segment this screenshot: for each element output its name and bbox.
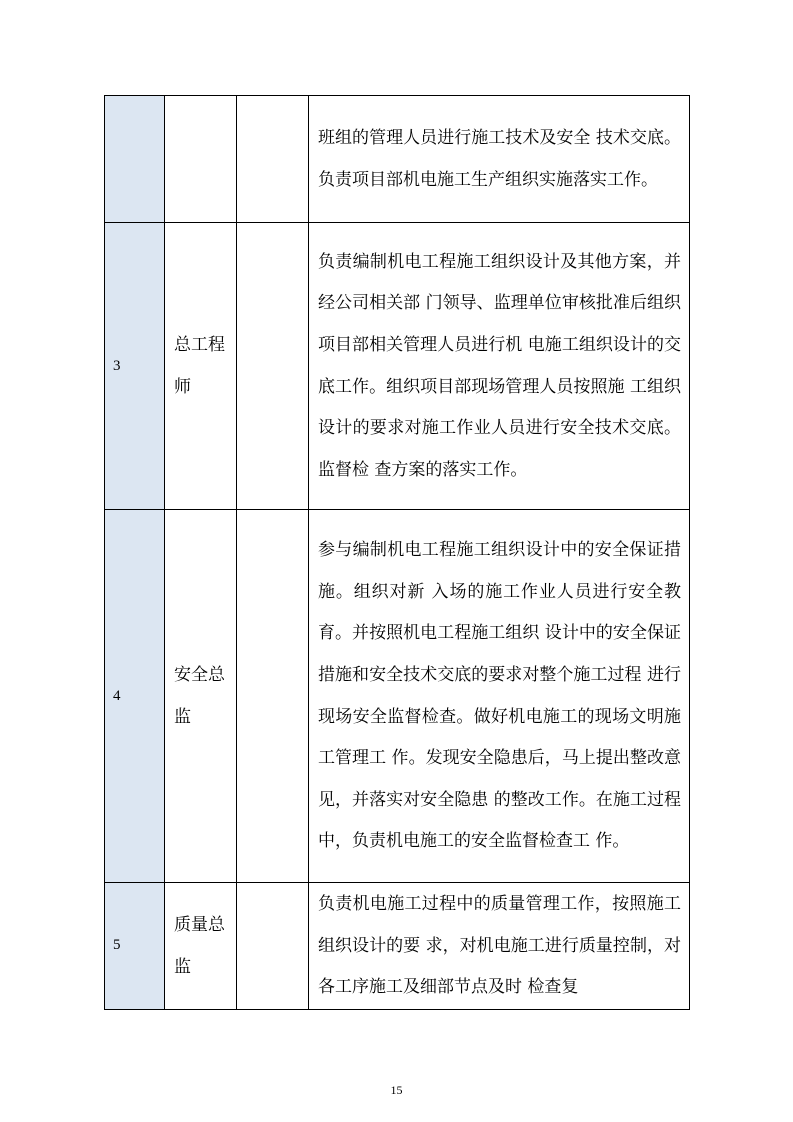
role-cell (165, 223, 237, 510)
empty-cell (237, 883, 309, 1010)
empty-cell (237, 96, 309, 223)
role-cell (165, 510, 237, 883)
row-number-cell (105, 96, 165, 223)
duty-description-cell (309, 510, 690, 883)
duty-description: 负责机电施工过程中的质量管理工作，按照施工组织设计的要 求，对机电施工进行质量控制，对各工序施工及细部节点及时 检查复 (318, 894, 681, 998)
empty-cell (237, 510, 309, 883)
duty-description-cell (309, 96, 690, 223)
duty-description-cell (309, 223, 690, 510)
row-number-cell (105, 223, 165, 510)
table-row (105, 223, 690, 510)
page-number: 15 (390, 1083, 403, 1097)
row-number-cell (105, 883, 165, 1010)
duty-table (104, 95, 690, 1010)
table-row (105, 96, 690, 223)
duty-description: 参与编制机电工程施工组织设计中的安全保证措施。组织对新 入场的施工作业人员进行安全教育。并按照机电工程施工组织 设计中的安全保证措施和安全技术交底的要求对整个施工过程 进行现场安全监督检查。做好机电施工的现场文明施工管理工 作。发现安全隐患后，马上提出整改意见，并落实对安全隐患 的整改工作。在施工过程中，负责机电施工的安全监督检查工 作。 (318, 540, 681, 852)
table-row (105, 510, 690, 883)
empty-cell (237, 223, 309, 510)
role-cell (165, 883, 237, 1010)
row-number-cell (105, 510, 165, 883)
role-cell (165, 96, 237, 223)
role-name: 质量总监 (174, 914, 225, 977)
duty-description: 负责编制机电工程施工组织设计及其他方案，并经公司相关部 门领导、监理单位审核批准后组织项目部相关管理人员进行机 电施工组织设计的交底工作。组织项目部现场管理人员按照施 工组织设计的要求对施工作业人员进行安全技术交底。监督检 查方案的落实工作。 (318, 251, 681, 480)
row-number: 5 (113, 937, 121, 954)
duty-description: 班组的管理人员进行施工技术及安全 技术交底。负责项目部机电施工生产组织实施落实工作。 (318, 127, 681, 190)
row-number: 3 (113, 357, 121, 374)
row-number: 4 (113, 687, 121, 704)
duty-description-cell (309, 883, 690, 1010)
role-name: 总工程师 (174, 335, 225, 397)
table-row (105, 883, 690, 1010)
role-name: 安全总监 (174, 665, 225, 727)
